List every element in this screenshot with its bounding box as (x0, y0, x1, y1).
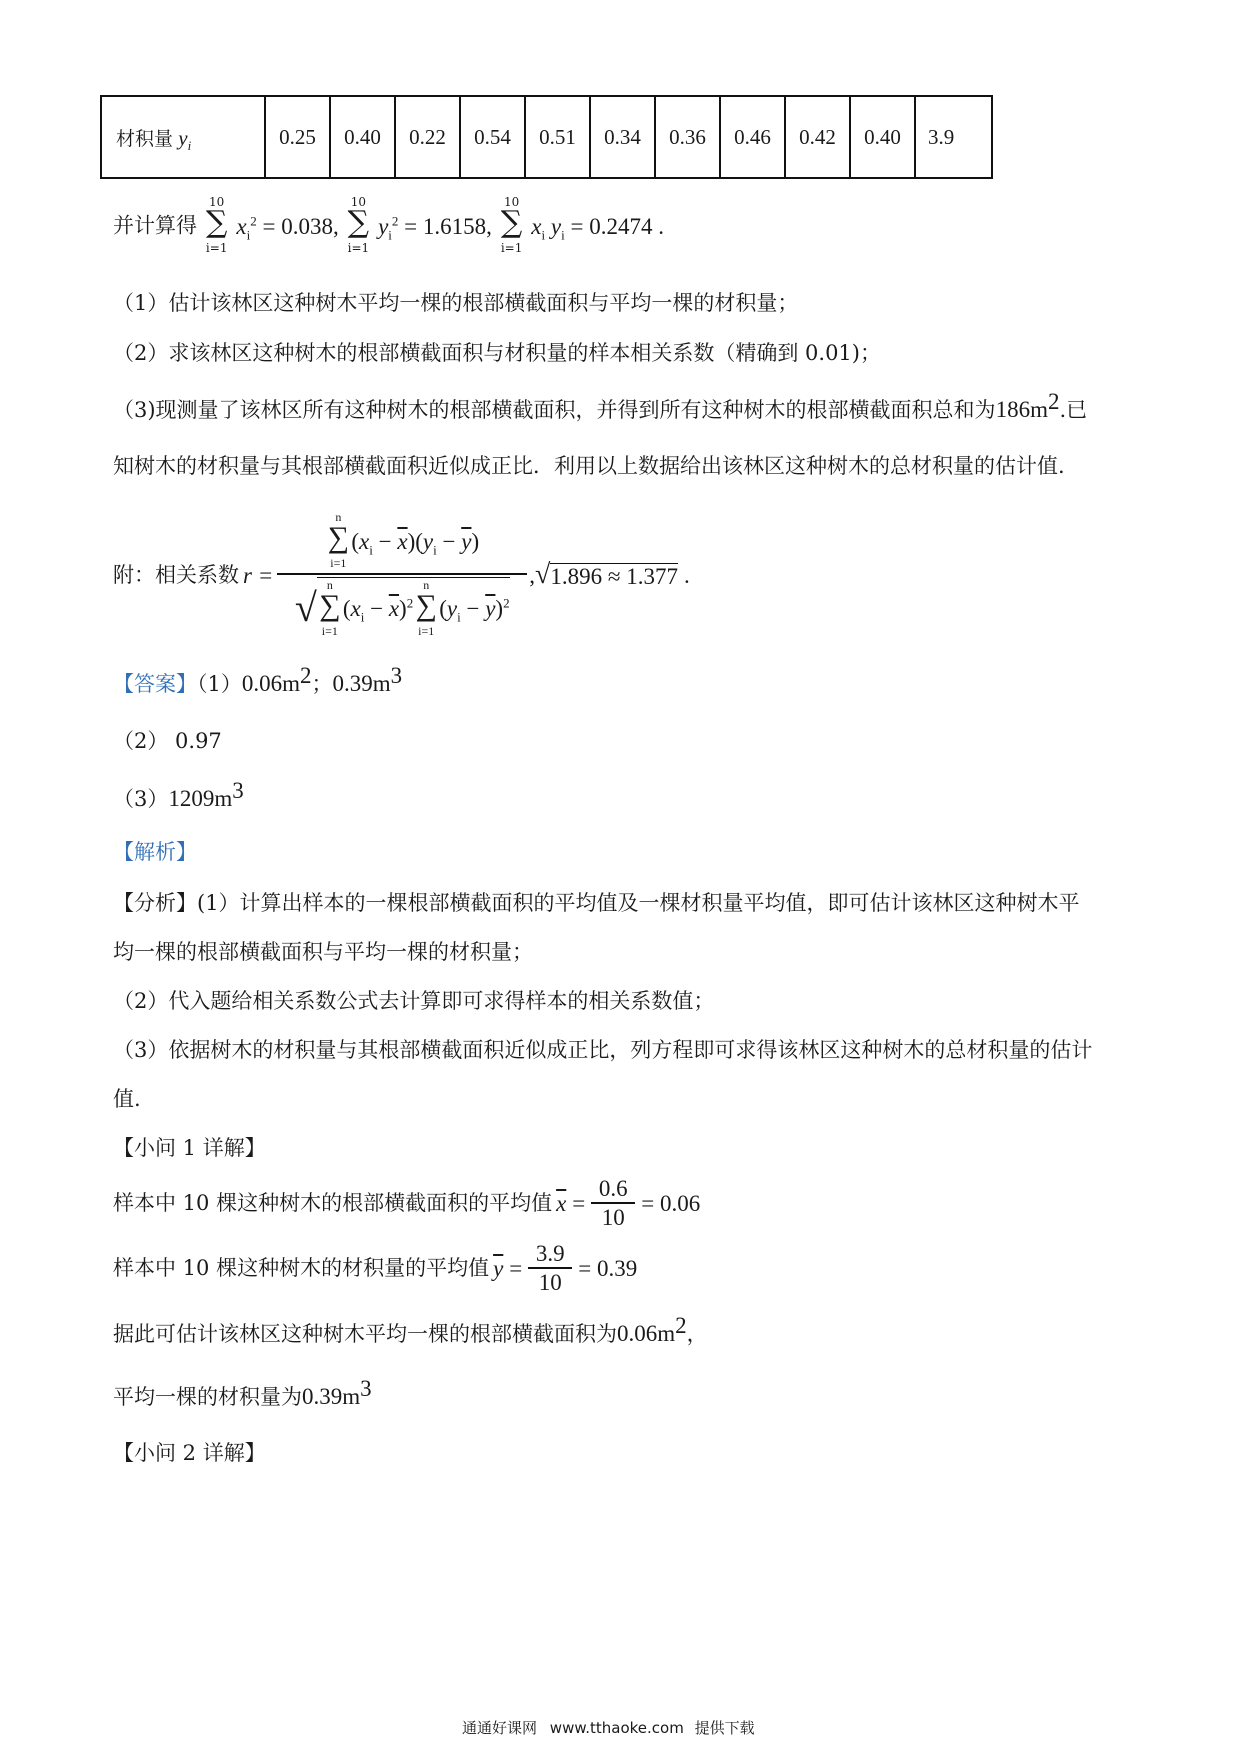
table-cell: 0.40 (850, 96, 915, 178)
analysis-p3-line-1: （3）依据树木的材积量与其根部横截面积近似成正比，列方程即可求得该林区这种树木的总材积量的估计 (113, 1038, 1093, 1062)
table-cell: 3.9 (915, 96, 992, 178)
row-label: 材积量 (116, 127, 174, 150)
detail-1-line-2: 样本中 10 棵这种树木的材积量的平均值 $\overline{y}$ = $\frac{3.9}{10}$ = 0.39 (113, 1241, 638, 1295)
answer-tag: 【答案】 (113, 672, 197, 696)
detail-2-title: 【小问 2 详解】 (113, 1441, 266, 1465)
table-cell: 0.36 (655, 96, 720, 178)
analysis-tag: 【解析】 (113, 840, 197, 864)
mean-y-result: = 0.39 (578, 1255, 638, 1281)
data-table (100, 95, 993, 179)
answer-1-volume: 0.39m (332, 671, 391, 696)
question-3-line-1: （3)现测量了该林区所有这种树木的根部横截面积，并得到所有这种树木的根部横截面积总和为$186m^2$.已 (113, 389, 1088, 422)
answer-1-area: 0.06m (241, 671, 301, 696)
sum-operator: 10 ∑ i=1 (500, 195, 523, 255)
question-2: （2）求该林区这种树木的根部横截面积与材积量的样本相关系数（精确到 0.01)； (113, 341, 881, 365)
sum-xy-value: = 0.2474 . (570, 213, 664, 239)
r-symbol: r = (243, 562, 274, 588)
analysis-p3-line-2: 值. (113, 1087, 141, 1111)
appendix-formula: 附：相关系数 r = n ∑ i=1 $(x_i - \overline{x})(y_i - \overline{y})$ √ n ∑ i=1 $(x_i - \overline{x})^2$ n ∑ i=1 $(y_i - \overline{y})^2$ , √ 1.896 ≈ 1.377 . (113, 510, 690, 638)
mean-y-fraction: $\frac{3.9}{10}$ (528, 1242, 572, 1294)
table-cell: 0.25 (265, 96, 330, 178)
table-cell: 0.51 (525, 96, 590, 178)
computed-sums: 并计算得 10 ∑ i=1 $x_i^2 = 0.038$, 10 ∑ i=1 $y_i^2 = 1.6158$, 10 ∑ i=1 $x_i$ $y_i = 0.2474$ . (113, 195, 664, 255)
q3-value: 186m (995, 397, 1048, 422)
sum-y2-value: = 1.6158, (404, 213, 492, 239)
table-cell: 0.46 (720, 96, 785, 178)
table-row (101, 96, 992, 178)
table-row-header (101, 96, 265, 178)
answer-line-3: $(3)1209m^3$ (113, 778, 244, 811)
table-cell: 0.40 (330, 96, 395, 178)
footer-site-name: 通通好课网 (462, 1719, 538, 1737)
sum-operator: 10 ∑ i=1 (205, 195, 228, 255)
analysis-p1-line-2: 均一棵的根部横截面积与平均一棵的材积量； (113, 940, 533, 964)
detail-1-line-3: 据此可估计该林区这种树木平均一棵的根部横截面积为$0.06m^2$， (113, 1313, 708, 1346)
sum-operator: 10 ∑ i=1 (347, 195, 370, 255)
detail-1-line-4: 平均一棵的材积量为$0.39m^3$ (113, 1376, 372, 1409)
analysis-p1-line-1: 【分析】(1）计算出样本的一棵根部横截面积的平均值及一棵材积量平均值，即可估计该林区这种树木平 (113, 891, 1080, 915)
table-cell: 0.34 (590, 96, 655, 178)
analysis-p2: （2）代入题给相关系数公式去计算即可求得样本的相关系数值； (113, 989, 715, 1013)
answer-3-value: 1209m (168, 786, 233, 811)
row-label-var: y (178, 125, 188, 150)
table-cell: 0.42 (785, 96, 850, 178)
footer-suffix: 提供下载 (694, 1719, 755, 1737)
footer-url[interactable]: www.tthaoke.com (549, 1719, 684, 1737)
table-cell: 0.22 (395, 96, 460, 178)
detail-1-line-1: 样本中 10 棵这种树木的根部横截面积的平均值 $\overline{x}$ = $\frac{0.6}{10}$ = 0.06 (113, 1176, 701, 1230)
detail-1-title: 【小问 1 详解】 (113, 1136, 266, 1160)
row-label-sub: i (187, 137, 192, 153)
table-cell: 0.54 (460, 96, 525, 178)
sqrt-value: 1.896 ≈ 1.377 (550, 563, 678, 589)
mean-x-fraction: $\frac{0.6}{10}$ (591, 1177, 635, 1229)
question-3-line-2: 知树木的材积量与其根部横截面积近似成正比．利用以上数据给出该林区这种树木的总材积量的估计值. (113, 454, 1065, 478)
answer-line-2: （2） 0.97 (113, 729, 222, 753)
correlation-fraction: n ∑ i=1 $(x_i - \overline{x})(y_i - \overline{y})$ √ n ∑ i=1 $(x_i - \overline{x})^2$ n ∑ i=1 $(y_i - \overline{y})^2$ (277, 511, 527, 639)
mean-x-result: = 0.06 (641, 1190, 701, 1216)
answer-line-1: 【答案】$(1)0.06m^2$；$0.39m^3$ (113, 663, 403, 696)
sum-x2-value: = 0.038, (262, 213, 339, 239)
computed-prefix: 并计算得 (113, 213, 197, 238)
page-footer (462, 1717, 755, 1738)
appendix-prefix: 附：相关系数 (113, 562, 239, 587)
question-1: （1）估计该林区这种树木平均一棵的根部横截面积与平均一棵的材积量； (113, 291, 799, 315)
